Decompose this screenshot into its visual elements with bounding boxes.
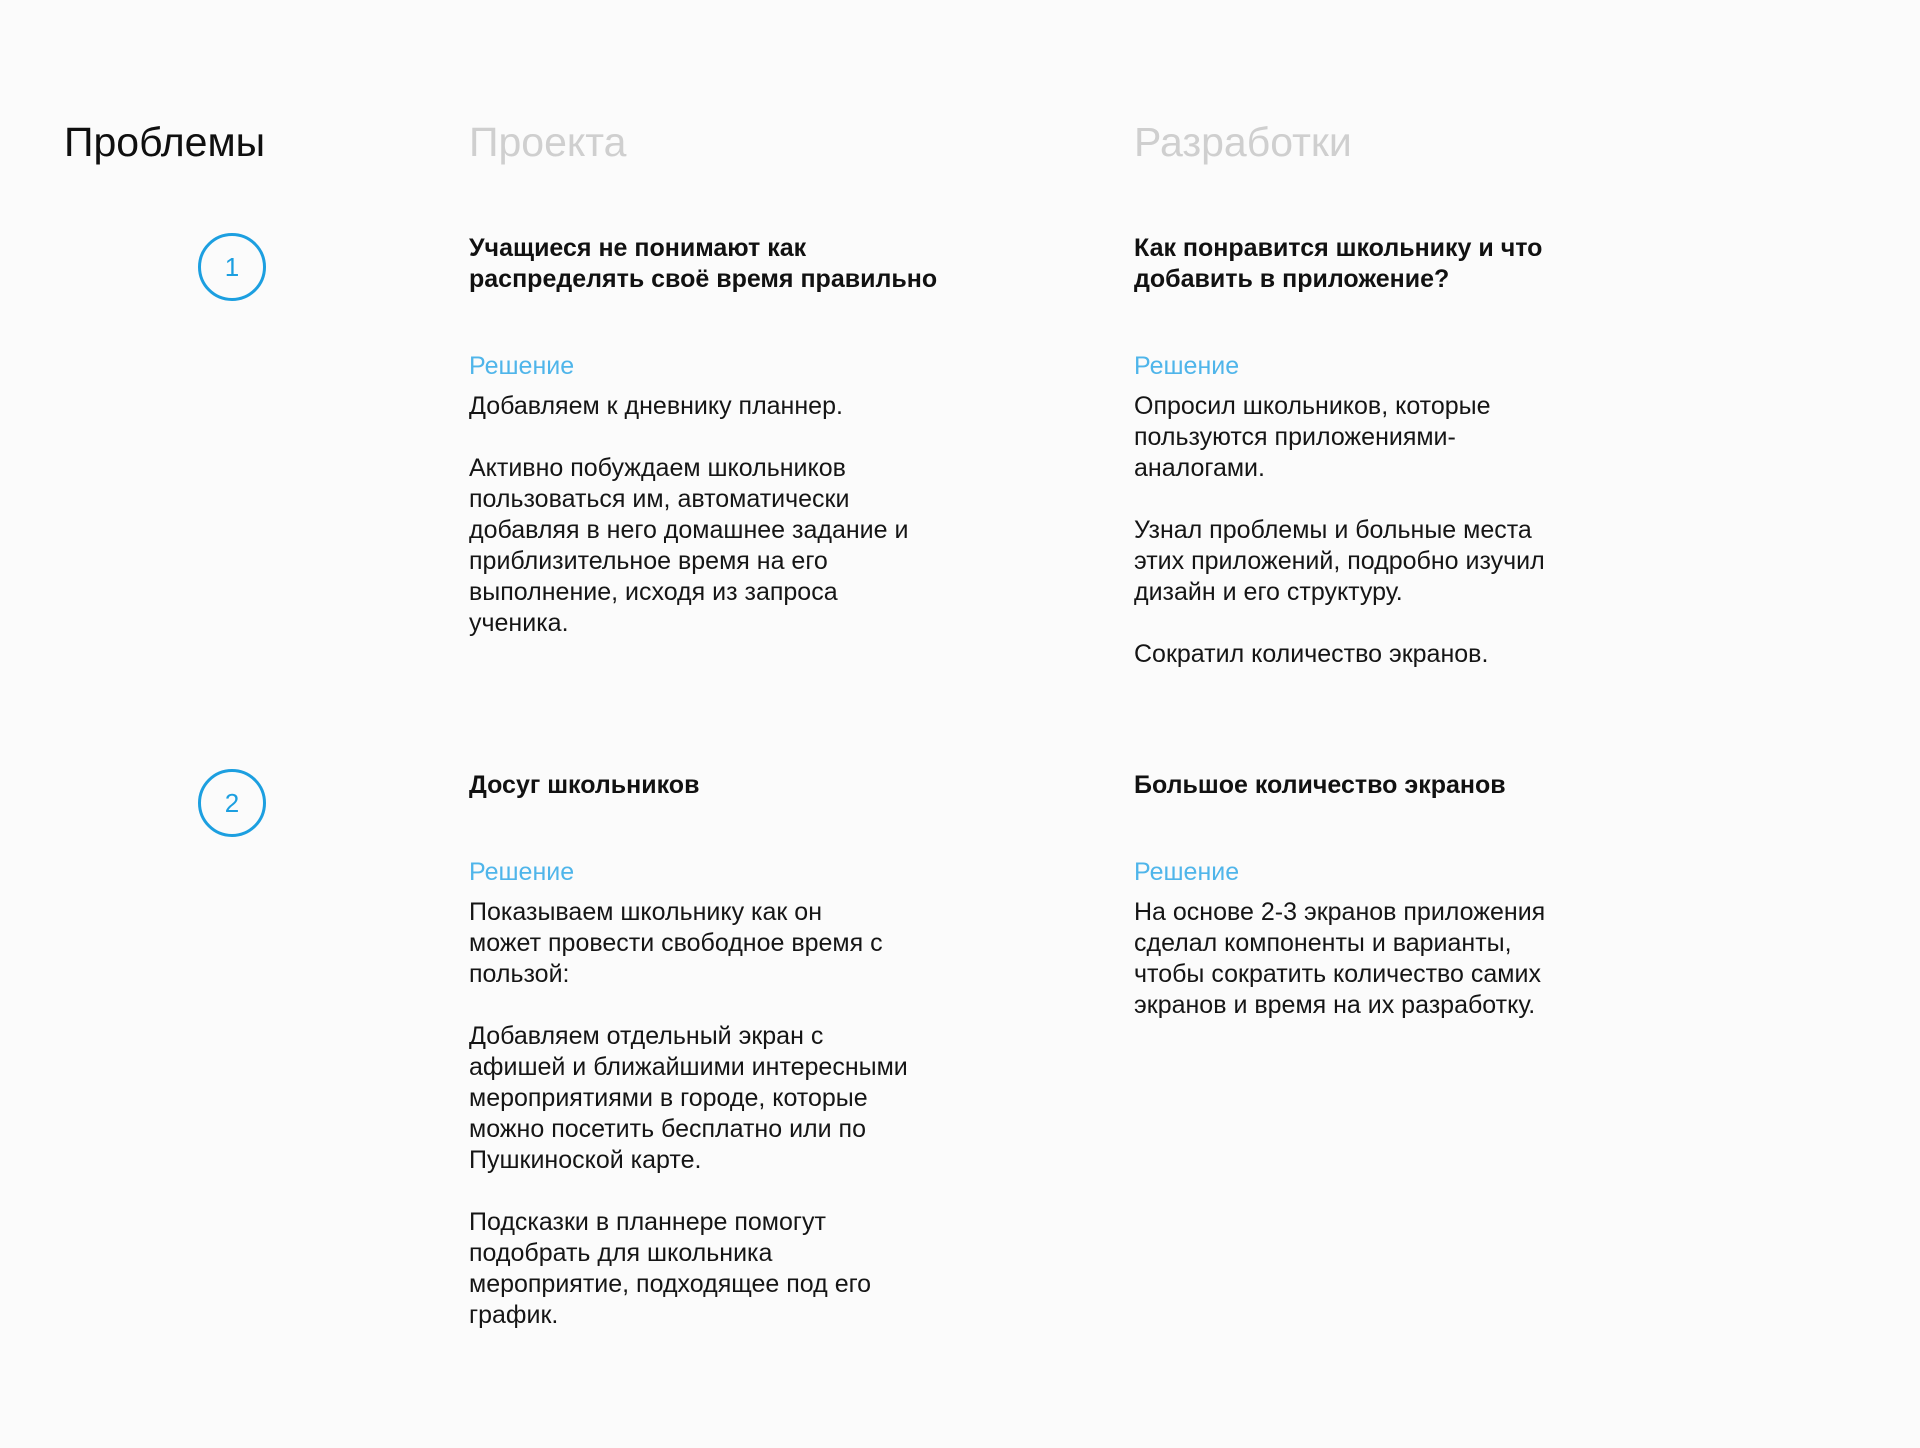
- text-line: можно посетить бесплатно или по: [469, 1115, 866, 1143]
- development-problem-card-2: [1134, 770, 1634, 1021]
- text-line: Узнал проблемы и больные места: [1134, 516, 1532, 544]
- solution-paragraph: [1134, 515, 1634, 608]
- text-line: Добавляем к дневнику планнер.: [469, 392, 843, 420]
- solution-label: Решение: [1134, 352, 1240, 380]
- problem-number-badge-1: 1: [198, 233, 266, 301]
- text-line: Добавляем отдельный экран с: [469, 1022, 824, 1050]
- solution-text: [1134, 391, 1634, 670]
- text-line: афишей и ближайшими интересными: [469, 1053, 908, 1081]
- text-line: приблизительное время на его: [469, 547, 828, 575]
- development-problem-title-2: [1134, 770, 1634, 801]
- title-line: Как понравится школьнику и что: [1134, 234, 1543, 262]
- problem-number-badge-2: 2: [198, 769, 266, 837]
- title-line: распределять своё время правильно: [469, 265, 938, 293]
- solution-label: Решение: [469, 858, 575, 886]
- development-problem-title-1: [1134, 233, 1634, 295]
- project-problem-card-2: [469, 770, 969, 1331]
- solution-text: [469, 897, 969, 1331]
- text-line: пользой:: [469, 960, 570, 988]
- text-line: ученика.: [469, 609, 569, 637]
- solution-paragraph: [469, 1021, 969, 1176]
- solution-text: [1134, 897, 1634, 1021]
- project-problem-title-1: [469, 233, 969, 295]
- solution-paragraph: [469, 453, 969, 639]
- text-line: выполнение, исходя из запроса: [469, 578, 838, 606]
- solution-label: Решение: [469, 352, 575, 380]
- solution-paragraph: [1134, 897, 1634, 1021]
- text-line: добавляя в него домашнее задание и: [469, 516, 909, 544]
- text-line: На основе 2-3 экранов приложения: [1134, 898, 1546, 926]
- solution-label: Решение: [1134, 858, 1240, 886]
- text-line: мероприятие, подходящее под его: [469, 1270, 872, 1298]
- solution-paragraph: [469, 897, 969, 990]
- title-line: добавить в приложение?: [1134, 265, 1450, 293]
- text-line: дизайн и его структуру.: [1134, 578, 1403, 606]
- page-title-problems: Проблемы: [64, 119, 266, 165]
- text-line: пользуются приложениями-: [1134, 423, 1456, 451]
- text-line: Сократил количество экранов.: [1134, 640, 1489, 668]
- solution-paragraph: [1134, 639, 1634, 670]
- text-line: подобрать для школьника: [469, 1239, 773, 1267]
- text-line: может провести свободное время с: [469, 929, 883, 957]
- text-line: пользоваться им, автоматически: [469, 485, 850, 513]
- text-line: Активно побуждаем школьников: [469, 454, 846, 482]
- column-heading-development: Разработки: [1134, 119, 1352, 165]
- solution-paragraph: [469, 391, 969, 422]
- text-line: Опросил школьников, которые: [1134, 392, 1491, 420]
- text-line: этих приложений, подробно изучил: [1134, 547, 1545, 575]
- text-line: экранов и время на их разработку.: [1134, 991, 1536, 1019]
- text-line: Подсказки в планнере помогут: [469, 1208, 826, 1236]
- text-line: Пушкиноской карте.: [469, 1146, 702, 1174]
- development-problem-card-1: [1134, 233, 1634, 670]
- solution-paragraph: [1134, 391, 1634, 484]
- title-line: Учащиеся не понимают как: [469, 234, 807, 262]
- text-line: аналогами.: [1134, 454, 1265, 482]
- project-problem-card-1: [469, 233, 969, 639]
- text-line: график.: [469, 1301, 559, 1329]
- title-line: Досуг школьников: [469, 771, 700, 799]
- text-line: Показываем школьнику как он: [469, 898, 823, 926]
- text-line: сделал компоненты и варианты,: [1134, 929, 1512, 957]
- text-line: мероприятиями в городе, которые: [469, 1084, 868, 1112]
- column-heading-project: Проекта: [469, 119, 627, 165]
- solution-paragraph: [469, 1207, 969, 1331]
- title-line: Большое количество экранов: [1134, 771, 1506, 799]
- solution-text: [469, 391, 969, 639]
- text-line: чтобы сократить количество самих: [1134, 960, 1541, 988]
- project-problem-title-2: [469, 770, 969, 801]
